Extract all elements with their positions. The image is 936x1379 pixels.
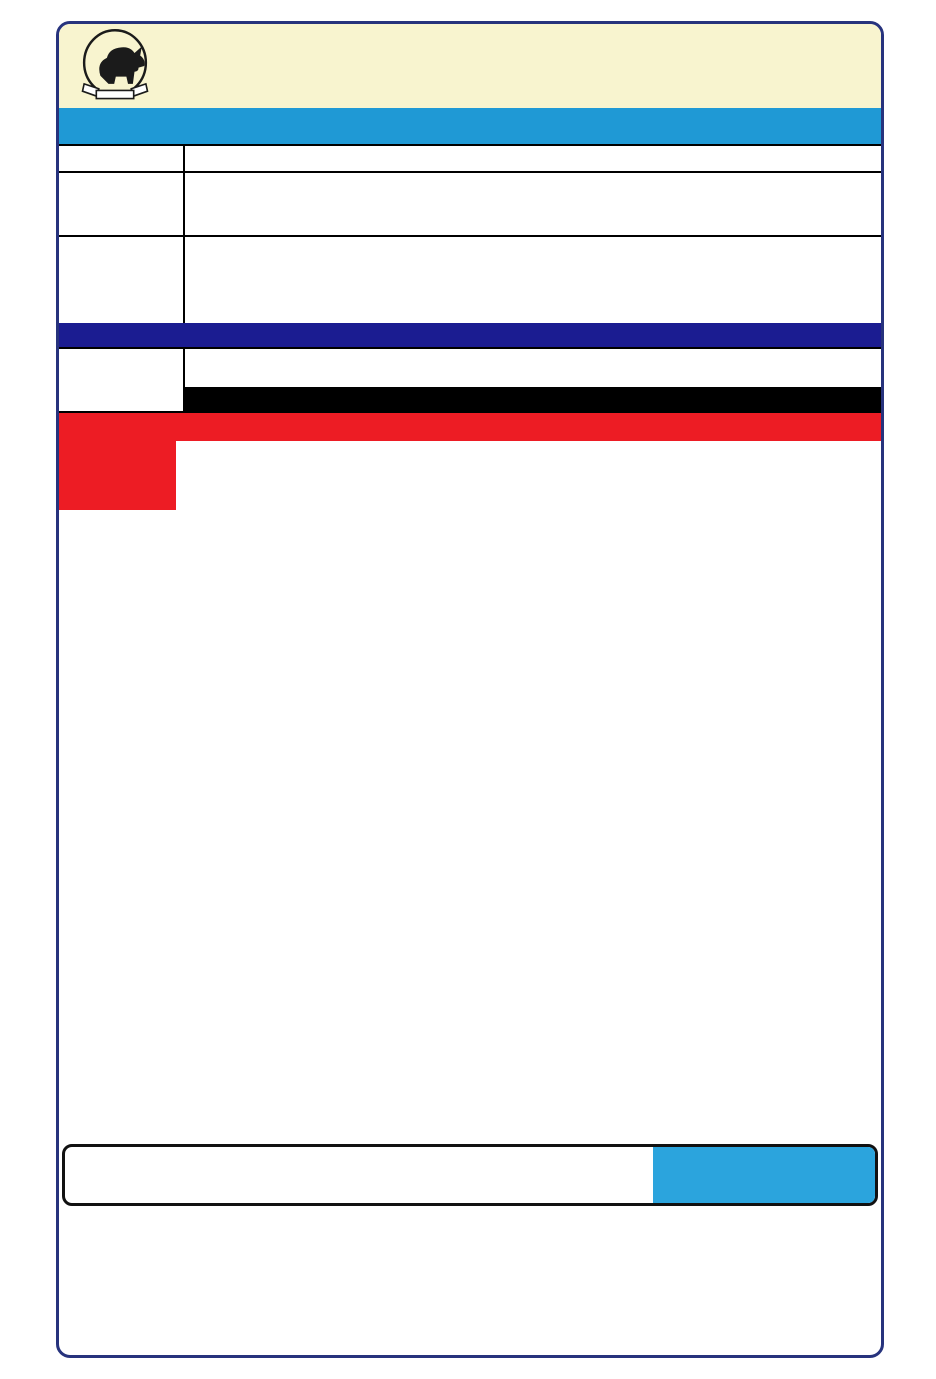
header <box>59 24 881 108</box>
seventh-prize-band-title <box>176 413 881 441</box>
second-prize-row <box>59 347 881 411</box>
second-prize-numbers <box>185 349 881 387</box>
seventh-prize-grid-top <box>176 441 881 510</box>
first-prize-values <box>185 173 881 235</box>
series-header-row <box>59 144 881 171</box>
seventh-prize-right <box>176 413 881 510</box>
incentive-prize-row <box>59 235 881 323</box>
second-prize-label <box>59 349 185 411</box>
second-prize-note <box>185 387 881 411</box>
ticket-info-bar <box>59 108 881 144</box>
footer-band <box>62 1144 878 1206</box>
footer-draw-date-box <box>653 1147 875 1203</box>
series-column-label <box>59 146 185 171</box>
lottery-result-card <box>56 21 884 1358</box>
second-prize-main <box>185 349 881 411</box>
seventh-prize-grid-main <box>59 510 881 1119</box>
series-names <box>185 146 881 171</box>
seventh-prize-label <box>59 413 176 510</box>
incentive-prize-label <box>59 237 185 323</box>
elephant-emblem-icon <box>73 27 157 105</box>
disclaimer-line <box>59 1119 881 1144</box>
seventh-prize-section <box>59 411 881 510</box>
incentive-prize-values <box>185 237 881 323</box>
state-lottery-elephant-logo <box>69 26 161 106</box>
common-to-all-series-bar <box>59 323 881 347</box>
first-prize-label <box>59 173 185 235</box>
first-prize-row <box>59 171 881 235</box>
